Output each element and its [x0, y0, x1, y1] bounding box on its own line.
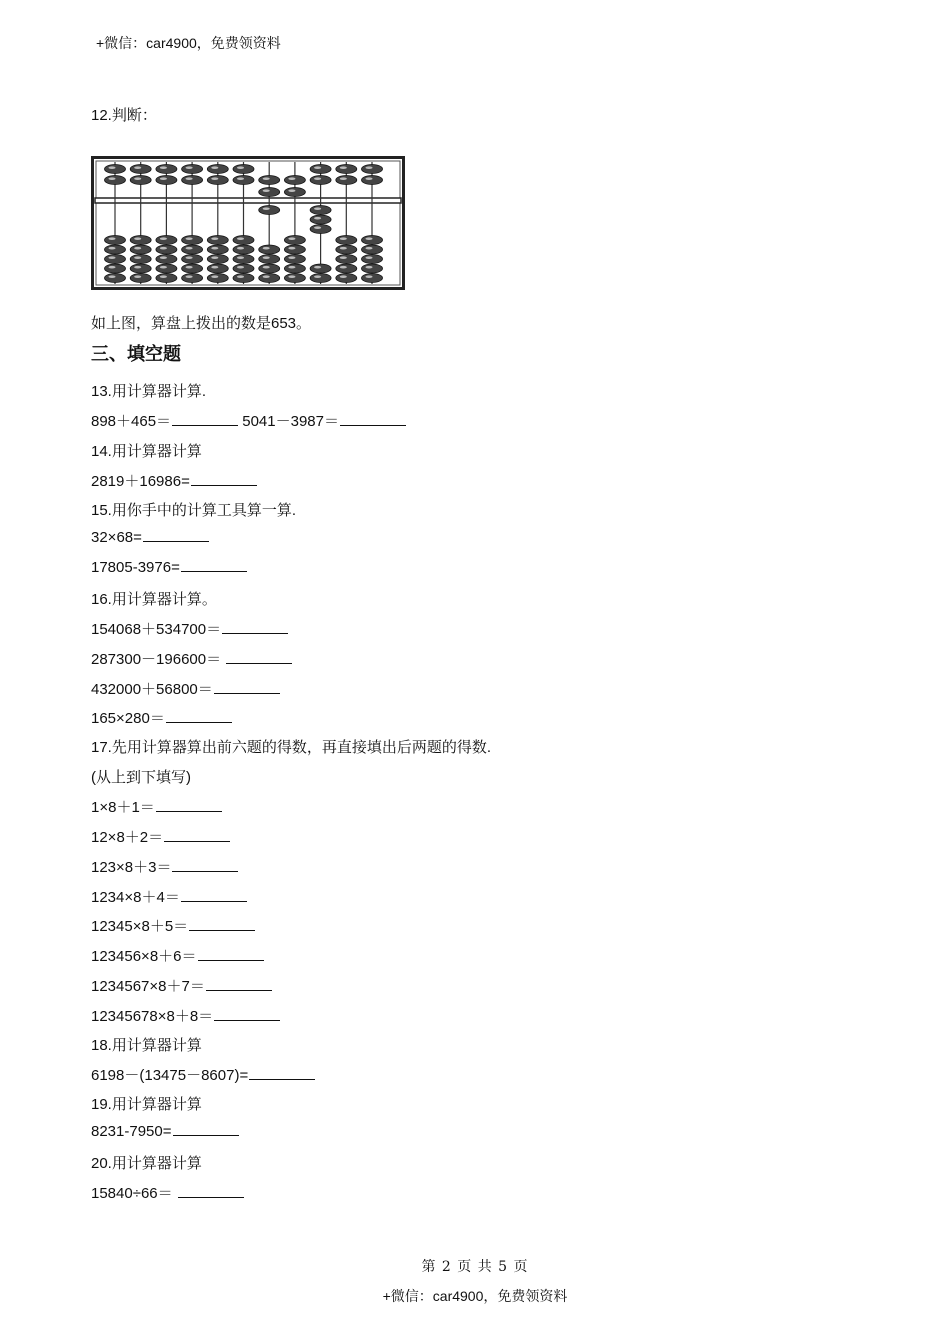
upper-bead — [284, 176, 305, 185]
lower-bead — [207, 274, 228, 283]
bead-highlight — [314, 266, 321, 269]
abacus-image — [91, 156, 405, 290]
lower-bead — [156, 236, 177, 245]
q17-expr: 12345678×8＋8＝ — [91, 1008, 214, 1025]
bead-highlight — [109, 256, 116, 259]
lower-bead — [207, 264, 228, 273]
answer-blank[interactable] — [191, 473, 257, 486]
lower-bead — [362, 264, 383, 273]
bead-highlight — [314, 207, 321, 210]
lower-bead — [182, 264, 203, 273]
q17-expr: 123456×8＋6＝ — [91, 948, 197, 965]
upper-bead — [182, 176, 203, 185]
bead-highlight — [186, 266, 193, 269]
bead-highlight — [340, 266, 347, 269]
lower-bead — [310, 215, 331, 224]
upper-bead — [156, 176, 177, 185]
bead-highlight — [211, 166, 218, 169]
lower-bead — [156, 274, 177, 283]
q16-expr3: 432000＋56800＝ — [91, 681, 213, 698]
bead-highlight — [314, 217, 321, 220]
q16-expr4: 165×280＝ — [91, 710, 165, 727]
bead-highlight — [109, 247, 116, 250]
q16-title: 16.用计算器计算。 — [91, 591, 217, 608]
lower-bead — [105, 264, 126, 273]
bead-highlight — [160, 266, 167, 269]
q16-line3 — [91, 678, 280, 699]
bead-highlight — [314, 275, 321, 278]
bead-highlight — [340, 256, 347, 259]
bead-highlight — [186, 256, 193, 259]
q16-line2 — [91, 648, 292, 669]
bead-highlight — [237, 266, 244, 269]
q17-title: 17.先用计算器算出前六题的得数，再直接填出后两题的得数. — [91, 739, 492, 756]
q16-line4 — [91, 707, 232, 728]
upper-bead — [336, 176, 357, 185]
bead-highlight — [340, 247, 347, 250]
lower-bead — [233, 236, 254, 245]
bead-highlight — [366, 266, 373, 269]
bead-highlight — [109, 266, 116, 269]
q17-line8 — [91, 1005, 280, 1026]
bead-highlight — [340, 275, 347, 278]
bead-highlight — [237, 275, 244, 278]
lower-bead — [156, 245, 177, 254]
q17-line2 — [91, 826, 230, 847]
answer-blank[interactable] — [222, 621, 288, 634]
bead-highlight — [366, 166, 373, 169]
lower-bead — [130, 245, 151, 254]
bead-highlight — [237, 177, 244, 180]
answer-blank[interactable] — [340, 413, 406, 426]
lower-bead — [284, 274, 305, 283]
abacus-rods — [105, 162, 383, 284]
bead-highlight — [237, 256, 244, 259]
bead-highlight — [340, 166, 347, 169]
q13-expr-a: 898＋465＝ — [91, 413, 172, 430]
bead-highlight — [109, 166, 116, 169]
bead-highlight — [237, 247, 244, 250]
lower-bead — [105, 255, 126, 264]
lower-bead — [259, 255, 280, 264]
upper-bead — [105, 165, 126, 174]
q12-statement: 如上图，算盘上拨出的数是653。 — [91, 315, 312, 332]
q18-expr: 6198－(13475－8607)= — [91, 1067, 249, 1084]
bead-highlight — [160, 275, 167, 278]
lower-bead — [362, 255, 383, 264]
bead-highlight — [263, 177, 270, 180]
bead-highlight — [109, 275, 116, 278]
bead-highlight — [340, 237, 347, 240]
answer-blank[interactable] — [178, 1185, 244, 1198]
header-watermark: +微信：car4900，免费领资料 — [96, 35, 281, 51]
lower-bead — [233, 245, 254, 254]
answer-blank[interactable] — [172, 413, 238, 426]
bead-highlight — [211, 256, 218, 259]
bead-highlight — [160, 256, 167, 259]
bead-highlight — [314, 166, 321, 169]
lower-bead — [362, 245, 383, 254]
upper-bead — [207, 165, 228, 174]
section-title: 三、填空题 — [91, 344, 181, 364]
lower-bead — [336, 236, 357, 245]
q15-title: 15.用你手中的计算工具算一算. — [91, 502, 297, 519]
q17-line6 — [91, 945, 264, 966]
bead-highlight — [263, 189, 270, 192]
lower-bead — [207, 236, 228, 245]
q18-line1 — [91, 1064, 315, 1085]
bead-highlight — [134, 177, 141, 180]
q17-line7 — [91, 975, 272, 996]
bead-highlight — [263, 266, 270, 269]
q17-expr: 1234×8＋4＝ — [91, 889, 180, 906]
bead-highlight — [186, 275, 193, 278]
q13-expr-b: 5041－3987＝ — [242, 413, 339, 430]
q19-line1 — [91, 1123, 239, 1140]
answer-blank[interactable] — [143, 529, 209, 542]
bead-highlight — [186, 247, 193, 250]
q15-line2 — [91, 559, 247, 576]
answer-blank[interactable] — [189, 918, 255, 931]
bead-highlight — [314, 226, 321, 229]
upper-bead — [130, 176, 151, 185]
answer-blank[interactable] — [214, 681, 280, 694]
lower-bead — [105, 236, 126, 245]
answer-blank[interactable] — [198, 948, 264, 961]
bead-highlight — [160, 247, 167, 250]
lower-bead — [182, 274, 203, 283]
bead-highlight — [340, 177, 347, 180]
answer-blank[interactable] — [166, 710, 232, 723]
upper-bead — [233, 176, 254, 185]
q14-expr: 2819＋16986= — [91, 473, 190, 490]
upper-bead — [284, 188, 305, 197]
lower-bead — [259, 264, 280, 273]
bead-highlight — [366, 177, 373, 180]
q16-line1 — [91, 618, 288, 639]
lower-bead — [310, 264, 331, 273]
bead-highlight — [186, 177, 193, 180]
q13-title: 13.用计算器计算. — [91, 383, 207, 400]
q17-line1 — [91, 796, 222, 817]
lower-bead — [130, 236, 151, 245]
q20-title: 20.用计算器计算 — [91, 1155, 202, 1172]
lower-bead — [362, 236, 383, 245]
answer-blank[interactable] — [181, 559, 247, 572]
upper-bead — [259, 188, 280, 197]
bead-highlight — [211, 177, 218, 180]
q16-expr2: 287300－196600＝ — [91, 651, 222, 668]
upper-bead — [182, 165, 203, 174]
bead-highlight — [288, 256, 295, 259]
bead-highlight — [366, 256, 373, 259]
bead-highlight — [314, 177, 321, 180]
lower-bead — [284, 245, 305, 254]
bead-highlight — [134, 247, 141, 250]
bead-highlight — [288, 237, 295, 240]
lower-bead — [336, 264, 357, 273]
bead-highlight — [263, 256, 270, 259]
lower-bead — [362, 274, 383, 283]
bead-highlight — [186, 237, 193, 240]
upper-bead — [310, 165, 331, 174]
bead-highlight — [237, 166, 244, 169]
q17-expr: 123×8＋3＝ — [91, 859, 172, 876]
lower-bead — [233, 255, 254, 264]
bead-highlight — [134, 275, 141, 278]
lower-bead — [259, 274, 280, 283]
bead-highlight — [134, 256, 141, 259]
bead-highlight — [211, 237, 218, 240]
upper-bead — [156, 165, 177, 174]
bead-highlight — [211, 247, 218, 250]
bead-highlight — [366, 237, 373, 240]
lower-bead — [182, 245, 203, 254]
answer-blank[interactable] — [156, 799, 222, 812]
bead-highlight — [288, 177, 295, 180]
lower-bead — [233, 264, 254, 273]
upper-bead — [362, 176, 383, 185]
lower-bead — [233, 274, 254, 283]
bead-highlight — [263, 247, 270, 250]
lower-bead — [310, 274, 331, 283]
q13-line1 — [91, 410, 406, 431]
page-number: 第 2 页 共 5 页 — [421, 1259, 529, 1275]
lower-bead — [156, 255, 177, 264]
bead-highlight — [288, 266, 295, 269]
lower-bead — [130, 255, 151, 264]
upper-bead — [207, 176, 228, 185]
lower-bead — [207, 245, 228, 254]
answer-blank[interactable] — [173, 1123, 239, 1136]
upper-bead — [105, 176, 126, 185]
bead-highlight — [211, 275, 218, 278]
q19-expr: 8231-7950= — [91, 1123, 172, 1140]
answer-blank[interactable] — [226, 651, 292, 664]
q18-title: 18.用计算器计算 — [91, 1037, 202, 1054]
q12-title: 12.判断： — [91, 107, 157, 124]
answer-blank[interactable] — [181, 889, 247, 902]
bead-highlight — [186, 166, 193, 169]
lower-bead — [310, 225, 331, 234]
q19-title: 19.用计算器计算 — [91, 1096, 202, 1113]
upper-bead — [362, 165, 383, 174]
lower-bead — [336, 245, 357, 254]
q16-expr1: 154068＋534700＝ — [91, 621, 222, 638]
upper-bead — [233, 165, 254, 174]
lower-bead — [259, 206, 280, 215]
bead-highlight — [160, 237, 167, 240]
bead-highlight — [134, 237, 141, 240]
q17-subtitle: (从上到下填写) — [91, 769, 191, 786]
lower-bead — [182, 236, 203, 245]
lower-bead — [105, 245, 126, 254]
lower-bead — [207, 255, 228, 264]
bead-highlight — [237, 237, 244, 240]
lower-bead — [284, 264, 305, 273]
answer-blank[interactable] — [249, 1067, 315, 1080]
answer-blank[interactable] — [206, 978, 272, 991]
q17-expr: 12×8＋2＝ — [91, 829, 164, 846]
answer-blank[interactable] — [164, 829, 230, 842]
lower-bead — [130, 274, 151, 283]
footer-watermark: +微信：car4900，免费领资料 — [382, 1288, 568, 1304]
q14-title: 14.用计算器计算 — [91, 443, 202, 460]
q17-expr: 1234567×8＋7＝ — [91, 978, 205, 995]
bead-highlight — [366, 247, 373, 250]
q15-line1 — [91, 529, 209, 546]
q20-expr: 15840÷66＝ — [91, 1185, 173, 1202]
q15-expr2: 17805-3976= — [91, 559, 180, 576]
bead-highlight — [211, 266, 218, 269]
lower-bead — [284, 236, 305, 245]
bead-highlight — [263, 275, 270, 278]
lower-bead — [182, 255, 203, 264]
upper-bead — [259, 176, 280, 185]
lower-bead — [284, 255, 305, 264]
answer-blank[interactable] — [214, 1008, 280, 1021]
bead-highlight — [109, 237, 116, 240]
q17-expr: 1×8＋1＝ — [91, 799, 155, 816]
bead-highlight — [160, 166, 167, 169]
answer-blank[interactable] — [172, 859, 238, 872]
lower-bead — [336, 274, 357, 283]
lower-bead — [310, 206, 331, 215]
lower-bead — [105, 274, 126, 283]
bead-highlight — [109, 177, 116, 180]
q15-expr1: 32×68= — [91, 529, 142, 546]
bead-highlight — [288, 189, 295, 192]
bead-highlight — [263, 207, 270, 210]
q14-line1 — [91, 470, 257, 491]
bead-highlight — [288, 275, 295, 278]
bead-highlight — [288, 247, 295, 250]
upper-bead — [336, 165, 357, 174]
upper-bead — [310, 176, 331, 185]
lower-bead — [259, 245, 280, 254]
bead-highlight — [134, 166, 141, 169]
upper-bead — [130, 165, 151, 174]
bead-highlight — [134, 266, 141, 269]
lower-bead — [156, 264, 177, 273]
q20-line1 — [91, 1182, 244, 1203]
bead-highlight — [160, 177, 167, 180]
lower-bead — [130, 264, 151, 273]
bead-highlight — [366, 275, 373, 278]
q17-line3 — [91, 856, 238, 877]
q17-expr: 12345×8＋5＝ — [91, 918, 189, 935]
q17-line5 — [91, 915, 255, 936]
q17-line4 — [91, 886, 247, 907]
lower-bead — [336, 255, 357, 264]
